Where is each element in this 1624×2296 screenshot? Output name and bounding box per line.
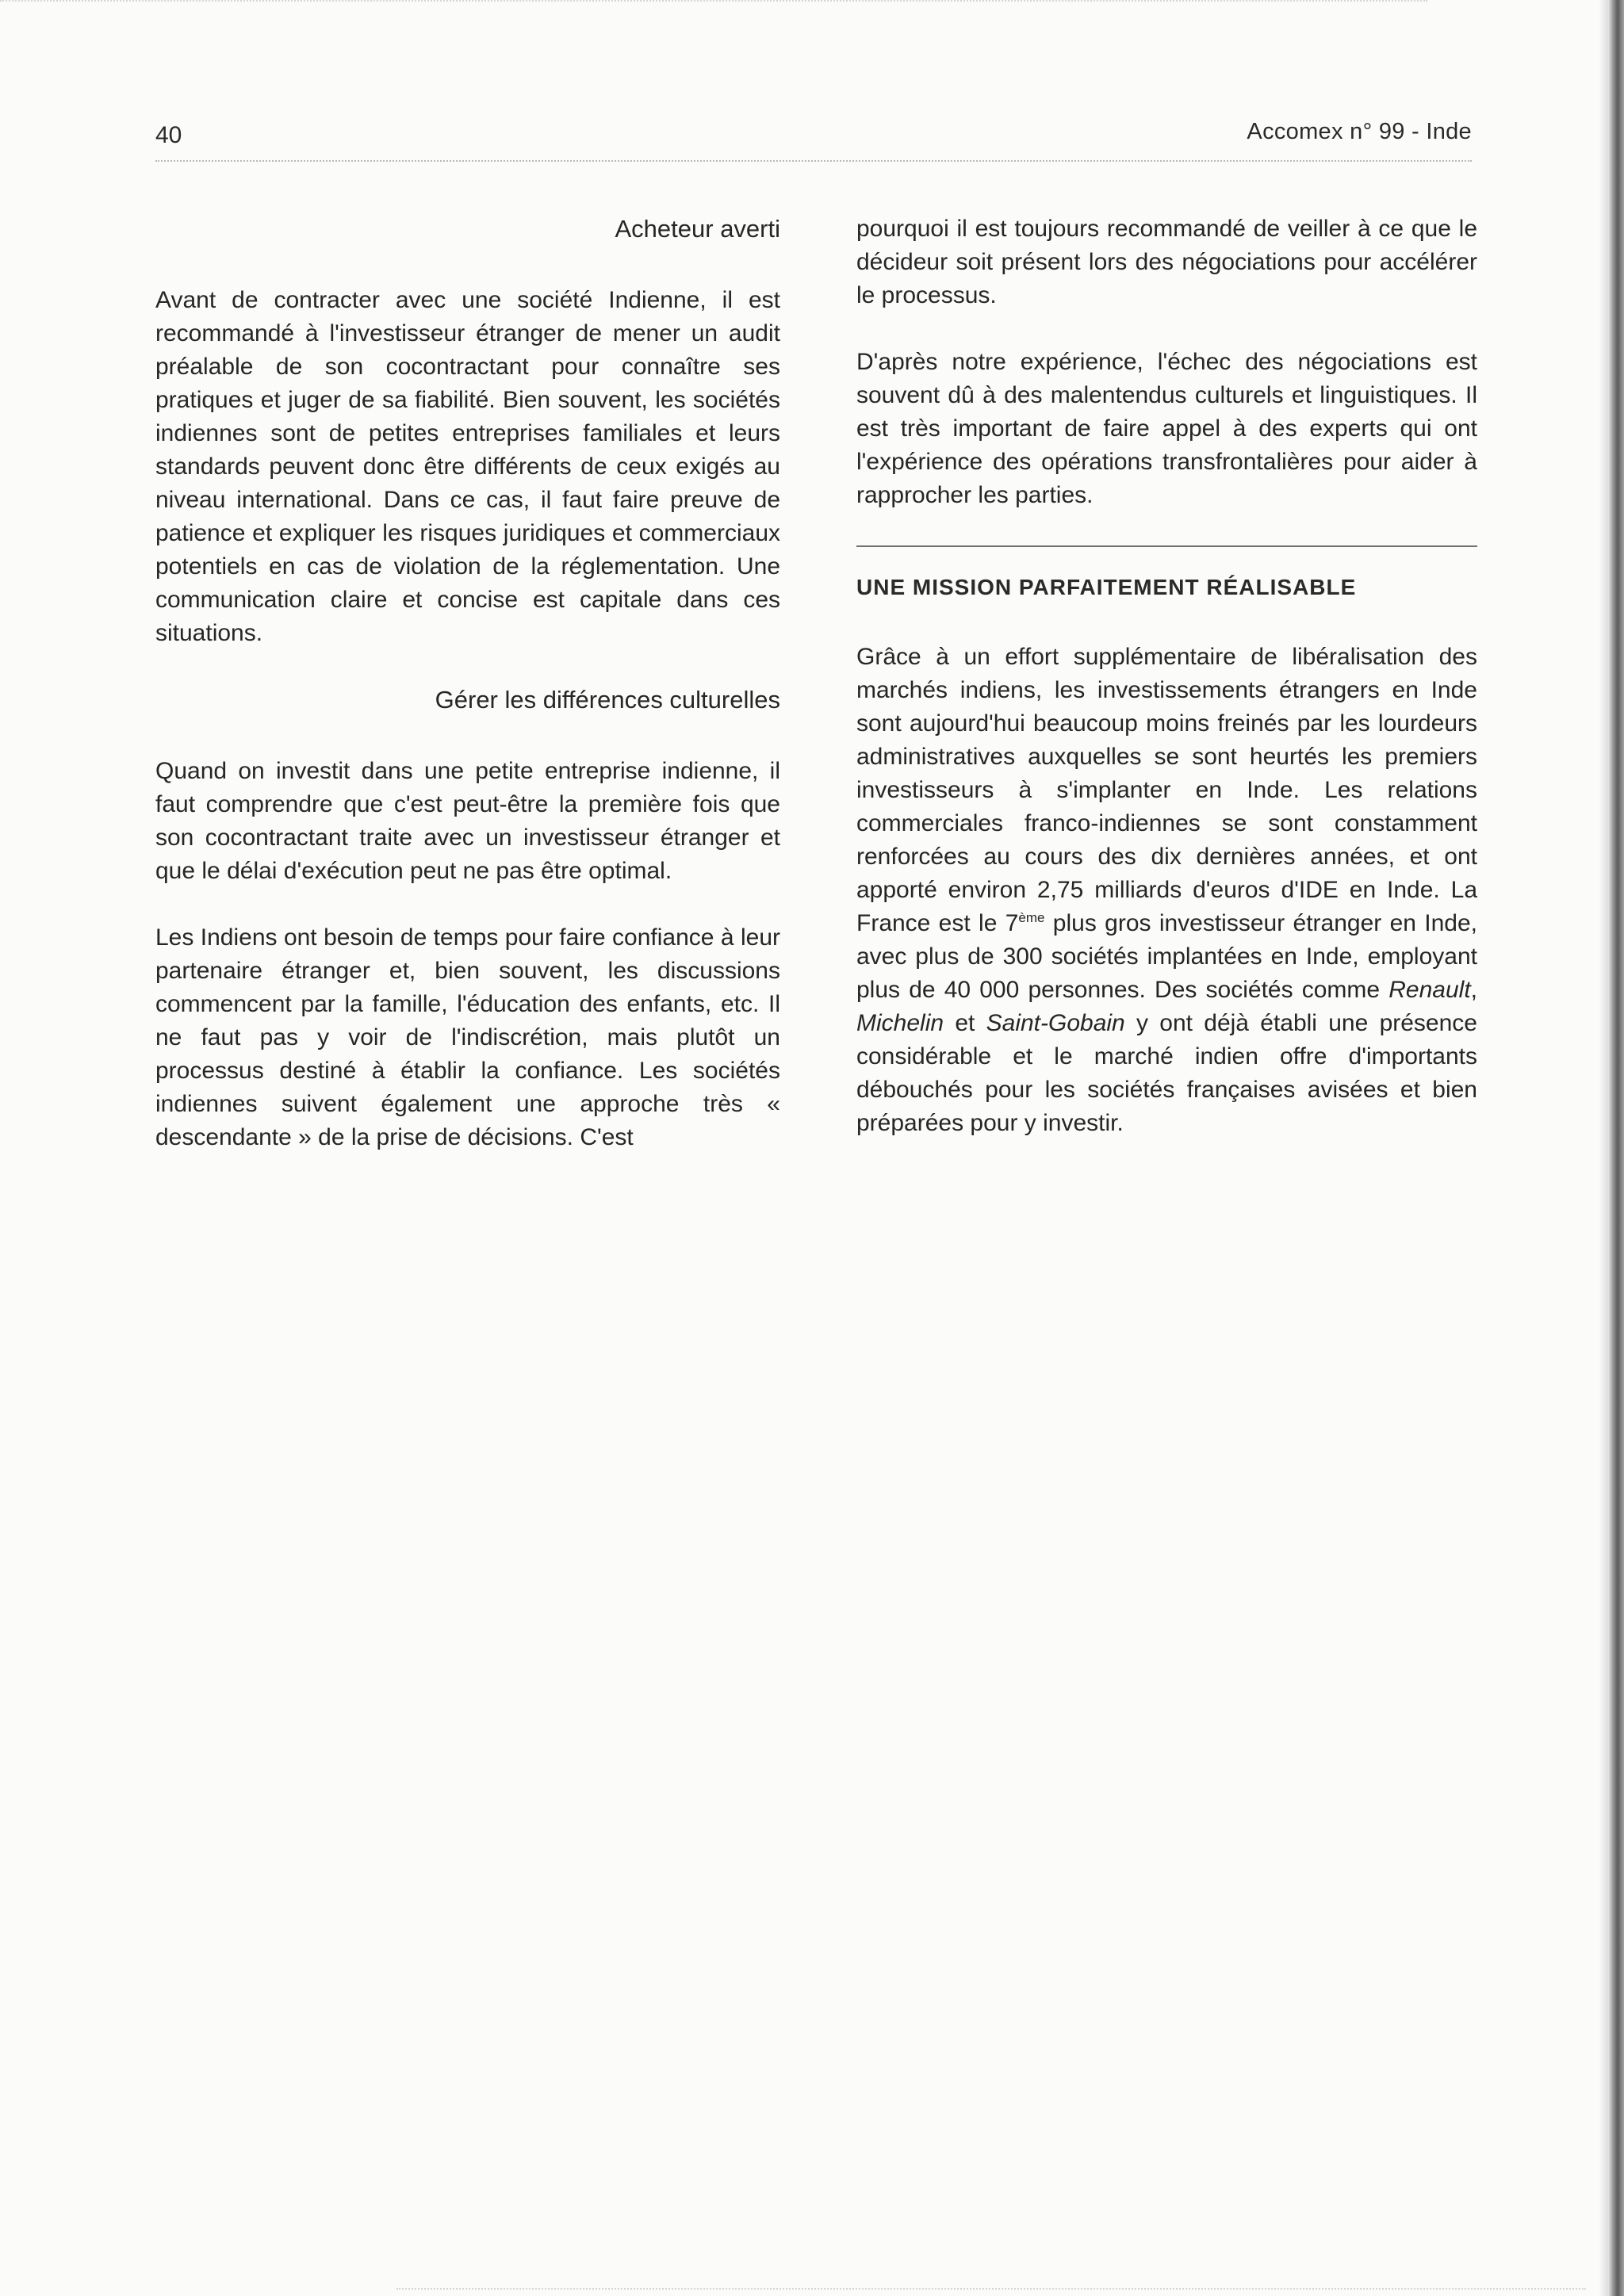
- paragraph-text: plus gros investisseur étranger en Inde, avec plus de 300 sociétés implantées en Inde, employant plus de 40 000 personnes. Des sociétés comme: [856, 910, 1477, 1003]
- separator-text: et: [944, 1010, 986, 1036]
- page-edge-shadow: [1599, 0, 1608, 2296]
- paragraph: pourquoi il est toujours recommandé de veiller à ce que le décideur soit présent lors des négociations pour accélérer le processus.: [856, 216, 1477, 308]
- paragraph-text: Grâce à un effort supplémentaire de libéralisation des marchés indiens, les investissements étrangers en Inde sont aujourd'hui beaucoup moins freinés par les lourdeurs administratives auxquelles se sont heurtés les premiers investisseurs à s'implanter en Inde. Les relations commerciales franco-indiennes se sont constamment renforcées au cours des dix dernières années, et ont apporté environ 2,75 milliards d'euros d'IDE en Inde. La France est le 7: [856, 644, 1477, 936]
- right-column: [856, 212, 1477, 1173]
- superscript: ème: [1018, 910, 1045, 925]
- company-name: Saint-Gobain: [986, 1010, 1125, 1036]
- running-title: Accomex n° 99 - Inde: [1247, 119, 1472, 144]
- scan-edge-top: [0, 0, 1427, 5]
- page-number: 40: [155, 122, 182, 148]
- page-header: [155, 119, 1472, 162]
- paragraph: Avant de contracter avec une société Indienne, il est recommandé à l'investisseur étranger de mener un audit préalable de son cocontractant pour connaître ses pratiques et juger de sa fiabilité. Bien souvent, les sociétés indiennes sont de petites entreprises familiales et leurs standards peuvent donc être différents de ceux exigés au niveau international. Dans ce cas, il faut faire preuve de patience et expliquer les risques juridiques et commerciaux potentiels en cas de violation de la réglementation. Une communication claire et concise est capitale dans ces situations.: [155, 287, 780, 646]
- subhead-differences-culturelles: Gérer les différences culturelles: [435, 686, 780, 714]
- paragraph: [856, 641, 1477, 1140]
- separator-text: ,: [1470, 977, 1477, 1003]
- paragraph: D'après notre expérience, l'échec des négociations est souvent dû à des malentendus culturels et linguistiques. Il est très important de faire appel à des experts qui ont l'expérience des opérations transfrontalières pour aider à rapprocher les parties.: [856, 349, 1477, 508]
- section-divider: [856, 545, 1477, 547]
- section-heading: UNE MISSION PARFAITEMENT RÉALISABLE: [856, 575, 1357, 599]
- paragraph: Quand on investit dans une petite entreprise indienne, il faut comprendre que c'est peut-être la première fois que son cocontractant traite avec un investisseur étranger et que le délai d'exécution peut ne pas être optimal.: [155, 758, 780, 884]
- page-edge: [1608, 0, 1624, 2296]
- company-name: Renault: [1388, 977, 1471, 1003]
- paragraph-text: y ont déjà établi une présence considérable et le marché indien offre d'importants débouchés pour les sociétés françaises avisées et bien préparées pour y investir.: [856, 1010, 1477, 1136]
- subhead-acheteur-averti: Acheteur averti: [615, 215, 780, 243]
- company-name: Michelin: [856, 1010, 944, 1036]
- scan-edge-bottom: [396, 2288, 1586, 2293]
- left-column: [155, 212, 780, 1188]
- paragraph: Les Indiens ont besoin de temps pour faire confiance à leur partenaire étranger et, bien souvent, les discussions commencent par la famille, l'éducation des enfants, etc. Il ne faut pas y voir de l'indiscrétion, mais plutôt un processus destiné à établir la confiance. Les sociétés indiennes suivent également une approche très « descendante » de la prise de décisions. C'est: [155, 924, 780, 1150]
